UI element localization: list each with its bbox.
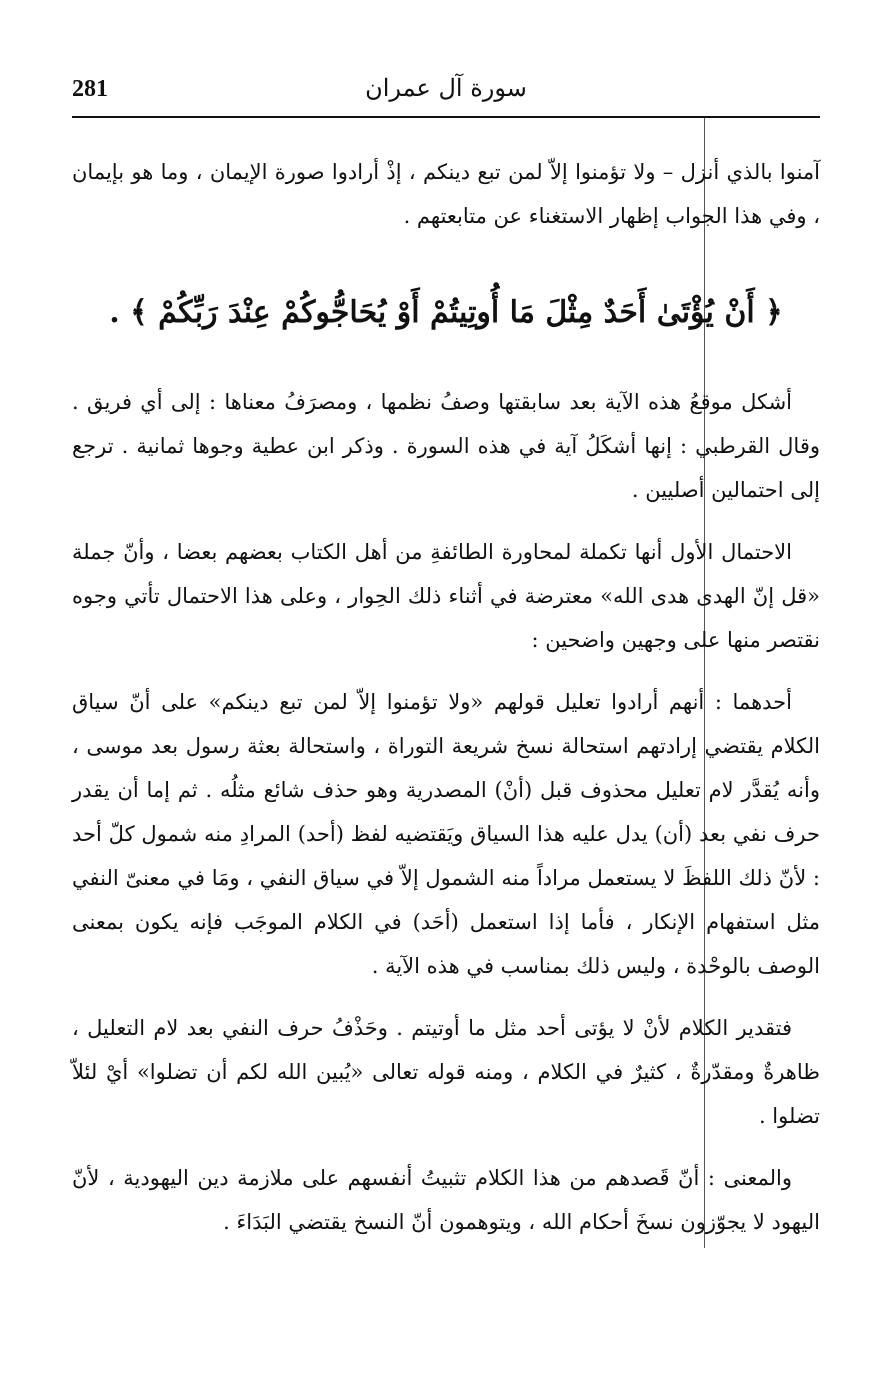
page-body bbox=[72, 150, 820, 1262]
quran-verse: ﴿ أَنْ يُؤْتَىٰ أَحَدٌ مِثْلَ مَا أُوتِيتُمْ أَوْ يُحَاجُّوكُمْ عِنْدَ رَبِّكُمْ ﴾ . bbox=[109, 295, 783, 330]
paragraph-continuation: آمنوا بالذي أنزل – ولا تؤمنوا إلاّ لمن تبع دينكم ، إذْ أرادوا صورة الإيمان ، وما هو بإيمان ، وفي هذا الجواب إظهار الاستغناء عن متابعتهم . bbox=[72, 160, 820, 228]
paragraph: أحدهما : أنهم أرادوا تعليل قولهم «ولا تؤمنوا إلاّ لمن تبع دينكم» على أنّ سياق الكلام يقتضي إرادتهم استحالة نسخ شريعة التوراة ، واستحالة بعثة رسول بعد موسى ، وأنه يُقدَّر لام تعليل محذوف قبل (أنْ) المصدرية وهو حذف شائع مثلُه . ثم إما أن يقدر حرف نفي بعد (أن) يدل عليه هذا السياق ويَقتضيه لفظ (أحد) المرادِ منه شمول كلّ أحد : لأنّ ذلك اللفظَ لا يستعمل مراداً منه الشمول إلاّ في سياق النفي ، ومَا في معنىّ النفي مثل استفهام الإنكار ، فأما إذا استعمل (أحَد) في الكلام الموجَب فإنه يكون بمعنى الوصف بالوحْدة ، وليس ذلك بمناسب في هذه الآية . bbox=[72, 690, 820, 978]
page-number: 281 bbox=[72, 76, 108, 102]
paragraph: الاحتمال الأول أنها تكملة لمحاورة الطائفةِ من أهل الكتاب بعضهم بعضا ، وأنّ جملة «قل إنّ الهدى هدى الله» معترضة في أثناء ذلك الحِوار ، وعلى هذا الاحتمال تأتي وجوه نقتصر منها على وجهين واضحين : bbox=[72, 540, 820, 652]
header-divider bbox=[72, 116, 820, 118]
paragraph: فتقدير الكلام لأنْ لا يؤتى أحد مثل ما أوتيتم . وحَذْفُ حرف النفي بعد لام التعليل ، ظاهرةٌ ومقدّرةٌ ، كثيرٌ في الكلام ، ومنه قوله تعالى «يُبين الله لكم أن تضلوا» أيْ لئلاّ تضلوا . bbox=[72, 1016, 820, 1128]
page-header bbox=[72, 64, 820, 112]
paragraph: أشكل موقعُ هذه الآية بعد سابقتها وصفُ نظمها ، ومصرَفُ معناها : إلى أي فريق . وقال القرطبي : إنها أشكَلُ آية في هذه السورة . وذكر ابن عطية وجوها ثمانية . ترجع إلى احتمالين أصليين . bbox=[72, 390, 820, 502]
surah-title: سورة آل عمران bbox=[365, 74, 527, 102]
paragraph: والمعنى : أنّ قَصدهم من هذا الكلام تثبيتُ أنفسهم على ملازمة دين اليهودية ، لأنّ اليهود لا يجوّزون نسخَ أحكام الله ، ويتوهمون أنّ النسخ يقتضي البَدَاءَ . bbox=[72, 1166, 820, 1234]
